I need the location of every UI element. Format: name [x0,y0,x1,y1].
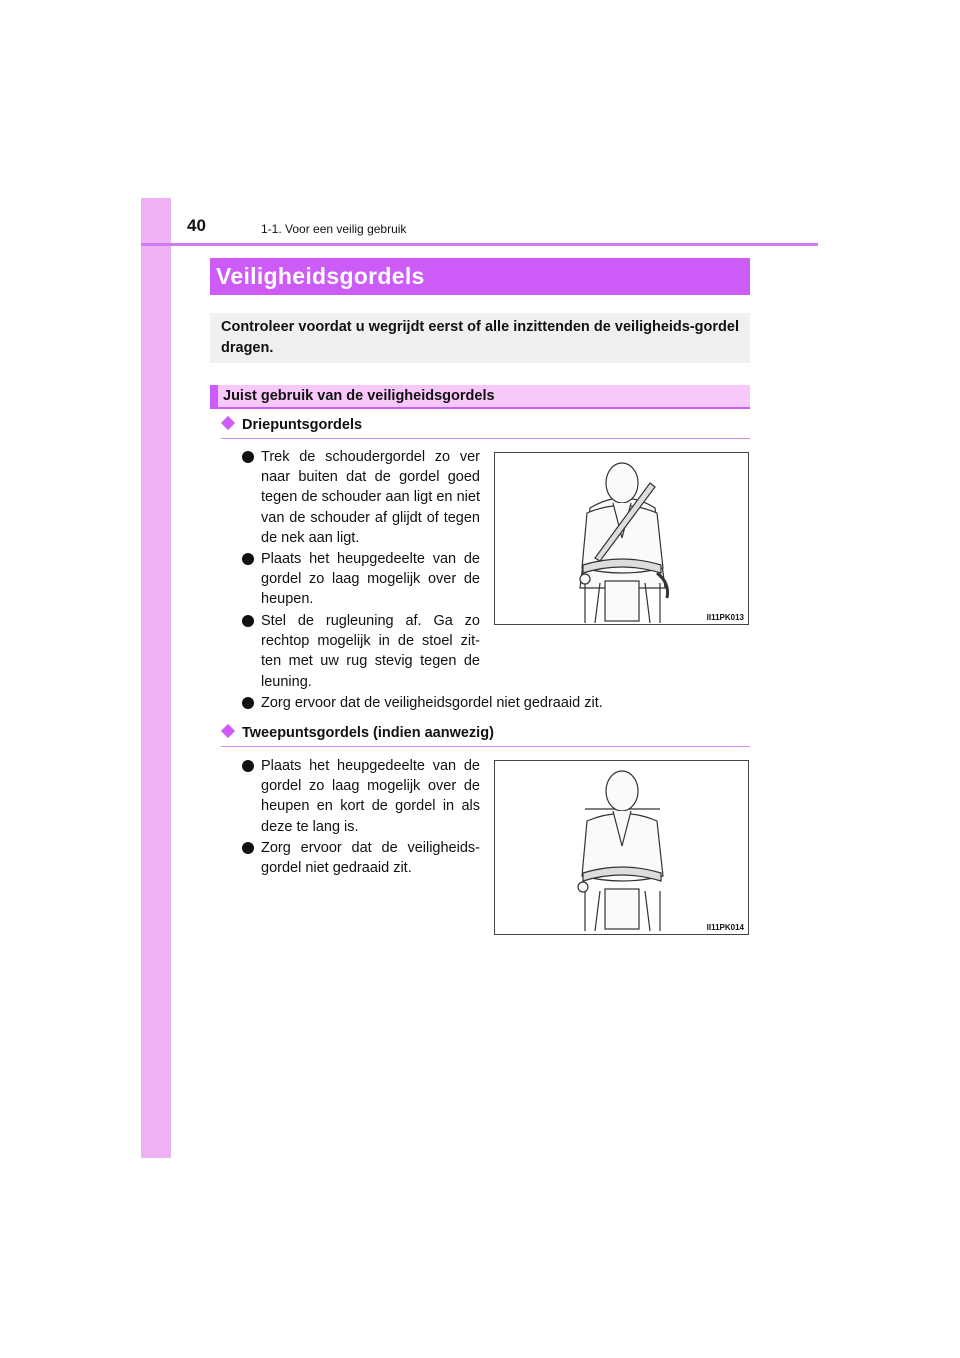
bullet-text: Trek de schoudergordel zo ver naar buiten dat de gordel goed tegen de schouder aan ligt en niet van de schouder af glijdt of tegen de nek aan ligt. [261,449,480,546]
intro-box: Controleer voordat u wegrijdt eerst of alle inzittenden de veiligheids-gordel dragen. [210,313,750,363]
figure-code: II11PK014 [706,923,744,932]
subheading [210,385,750,409]
section-heading-text: Driepuntsgordels [242,417,363,433]
subheading-text: Juist gebruik van de veiligheidsgordels [223,388,495,404]
bullet-icon [242,842,254,854]
figure-three-point-belt [494,452,749,625]
bullet-icon [242,615,254,627]
page-number: 40 [187,216,206,235]
section-heading-text: Tweepuntsgordels (indien aanwezig) [242,725,494,741]
diamond-icon [221,416,235,430]
figure-code: II11PK013 [706,613,744,622]
bullet-icon [242,760,254,772]
page-title: Veiligheidsgordels [210,258,750,295]
bullet-text: Plaats het heupgedeelte van de gordel zo laag mogelijk over de heupen en kort de gordel in als deze te lang is. [261,758,480,835]
bullet-icon [242,451,254,463]
figure-two-point-belt [494,760,749,935]
header-divider [141,243,818,246]
bullet-text: Zorg ervoor dat de veiligheidsgordel niet gedraaid zit. [261,695,603,711]
section-heading-tweepunts [221,724,750,747]
breadcrumb: 1-1. Voor een veilig gebruik [261,222,407,236]
section-heading-driepunts [221,416,750,439]
bullet-icon [242,553,254,565]
chapter-sidebar-tab [141,198,171,1158]
diamond-icon [221,724,235,738]
bullet-text: Zorg ervoor dat de veiligheids-gordel niet gedraaid zit. [261,840,480,877]
bullet-icon [242,697,254,709]
bullet-text: Plaats het heupgedeelte van de gordel zo laag mogelijk over de heupen. [261,551,480,608]
bullet-text: Stel de rugleuning af. Ga zo rechtop mogelijk in de stoel zit-ten met uw rug stevig tegen de leuning. [261,613,480,690]
